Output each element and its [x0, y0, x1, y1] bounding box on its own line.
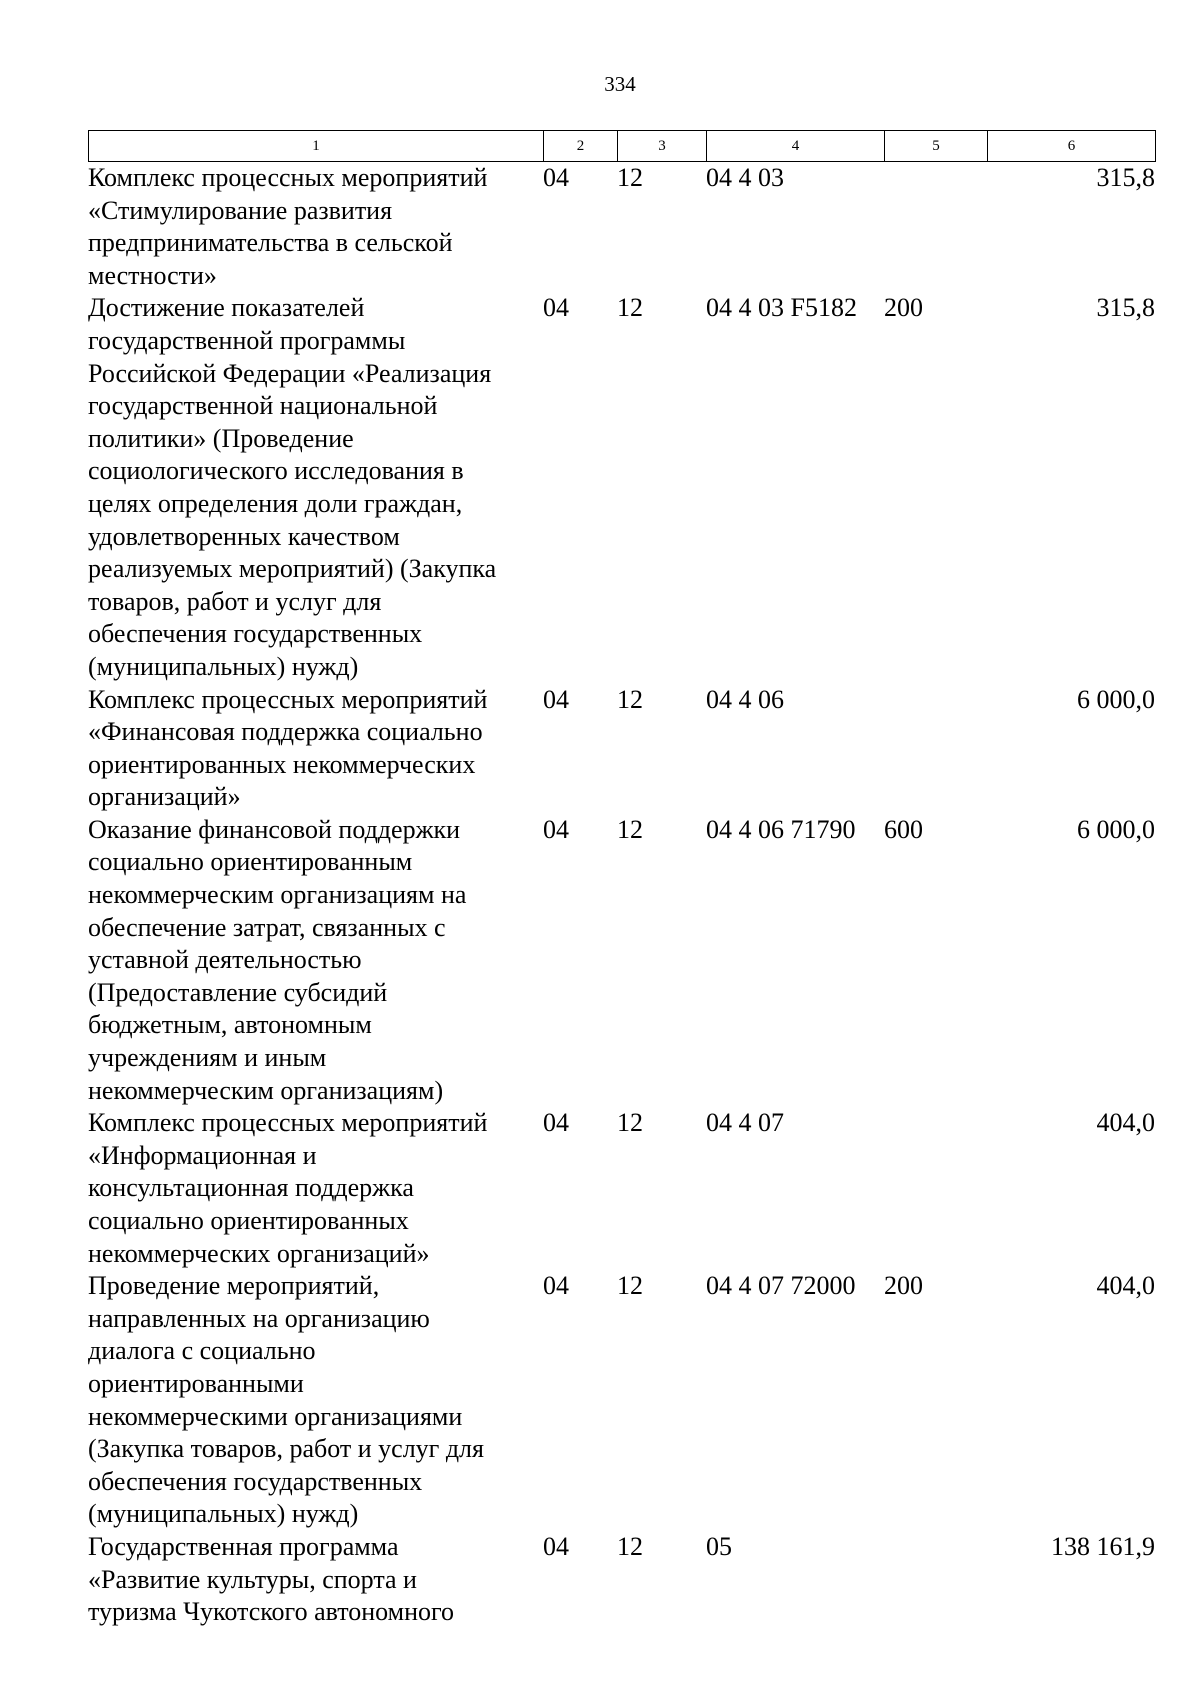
section-code-cell: 04	[543, 1271, 569, 1301]
table-row	[88, 1531, 1155, 1629]
row-name-line: обеспечения государственных	[88, 619, 423, 649]
row-name-line: туризма Чукотского автономного	[88, 1597, 455, 1627]
subsection-code-cell: 12	[617, 814, 643, 844]
budget-table	[88, 162, 1155, 1629]
row-name-cell	[88, 1270, 543, 1531]
section-code-cell: 04	[543, 163, 569, 192]
row-name-line: уставной деятельностью	[88, 945, 362, 975]
row-name-line: политики» (Проведение	[88, 423, 354, 453]
row-name-line: целях определения доли граждан,	[88, 488, 463, 518]
amount-cell: 315,8	[1096, 163, 1155, 192]
column-header-2: 2	[544, 131, 618, 162]
amount-cell: 404,0	[1096, 1271, 1155, 1301]
row-name-cell	[88, 1531, 543, 1629]
row-name-cell	[88, 814, 543, 1107]
table-body	[88, 162, 1155, 1629]
target-article-cell: 04 4 07	[706, 1108, 784, 1138]
subsection-code-cell: 12	[617, 684, 643, 714]
row-name-line: Государственная программа	[88, 1531, 399, 1561]
section-code-cell: 04	[543, 684, 569, 714]
amount-cell: 315,8	[1096, 293, 1155, 323]
expense-type-cell	[884, 162, 987, 292]
row-name-line: диалога с социально	[88, 1336, 316, 1366]
row-name-line: социально ориентированным	[88, 847, 413, 877]
row-name-line: учреждениям и иным	[88, 1043, 327, 1073]
row-name-line: ориентированными	[88, 1368, 304, 1398]
row-name-line: Оказание финансовой поддержки	[88, 814, 461, 844]
row-name-line: обеспечение затрат, связанных с	[88, 912, 446, 942]
row-name-line: организаций»	[88, 782, 241, 812]
subsection-code-cell: 12	[617, 163, 643, 192]
amount-cell: 6 000,0	[1077, 814, 1155, 844]
row-name-line: реализуемых мероприятий) (Закупка	[88, 554, 497, 584]
row-name-line: некоммерческими организациями	[88, 1401, 463, 1431]
table-row	[88, 292, 1155, 683]
column-header-5: 5	[885, 131, 988, 162]
row-name-line: некоммерческим организациям)	[88, 1075, 444, 1105]
row-name-line: (муниципальных) нужд)	[88, 1499, 359, 1529]
table-row	[88, 162, 1155, 292]
subsection-code-cell: 12	[617, 1531, 643, 1561]
amount-cell: 6 000,0	[1077, 684, 1155, 714]
section-code-cell: 04	[543, 1108, 569, 1138]
table-row	[88, 684, 1155, 814]
expense-type-cell: 200	[884, 293, 923, 323]
row-name-line: консультационная поддержка	[88, 1173, 414, 1203]
target-article-cell: 04 4 06 71790	[706, 814, 856, 844]
row-name-line: социально ориентированных	[88, 1206, 409, 1235]
row-name-line: товаров, работ и услуг для	[88, 586, 382, 616]
subsection-code-cell: 12	[617, 1108, 643, 1138]
row-name-line: удовлетворенных качеством	[88, 521, 400, 551]
row-name-line: государственной национальной	[88, 391, 438, 421]
target-article-cell: 04 4 07 72000	[706, 1271, 856, 1301]
row-name-line: (муниципальных) нужд)	[88, 651, 359, 681]
table-row	[88, 814, 1155, 1107]
row-name-line: Комплекс процессных мероприятий	[88, 163, 488, 192]
row-name-line: бюджетным, автономным	[88, 1010, 372, 1040]
expense-type-cell	[884, 1107, 987, 1270]
column-header-6: 6	[988, 131, 1156, 162]
row-name-cell	[88, 1107, 543, 1270]
column-header-1: 1	[89, 131, 544, 162]
subsection-code-cell: 12	[617, 1271, 643, 1301]
expense-type-cell: 600	[884, 814, 923, 844]
row-name-line: (Предоставление субсидий	[88, 977, 388, 1007]
row-name-line: некоммерческих организаций»	[88, 1238, 430, 1268]
column-header-3: 3	[618, 131, 707, 162]
row-name-line: «Информационная и	[88, 1140, 317, 1170]
row-name-line: местности»	[88, 260, 217, 290]
page-number: 334	[604, 72, 636, 96]
row-name-line: социологического исследования в	[88, 456, 464, 486]
expense-type-cell	[884, 684, 987, 814]
row-name-line: предпринимательства в сельской	[88, 228, 453, 258]
table-row	[88, 1107, 1155, 1270]
subsection-code-cell: 12	[617, 293, 643, 323]
section-code-cell: 04	[543, 293, 569, 323]
section-code-cell: 04	[543, 814, 569, 844]
row-name-line: «Развитие культуры, спорта и	[88, 1564, 417, 1594]
row-name-cell	[88, 684, 543, 814]
row-name-line: некоммерческим организациям на	[88, 880, 467, 910]
target-article-cell: 05	[706, 1531, 732, 1561]
table-row	[88, 1270, 1155, 1531]
row-name-line: Комплекс процессных мероприятий	[88, 684, 488, 714]
row-name-line: «Финансовая поддержка социально	[88, 717, 483, 747]
section-code-cell: 04	[543, 1531, 569, 1561]
row-name-cell	[88, 162, 543, 292]
target-article-cell: 04 4 06	[706, 684, 784, 714]
amount-cell: 138 161,9	[1051, 1531, 1155, 1561]
expense-type-cell	[884, 1531, 987, 1629]
row-name-line: Достижение показателей	[88, 293, 365, 323]
expense-type-cell: 200	[884, 1271, 923, 1301]
row-name-line: Проведение мероприятий,	[88, 1271, 380, 1301]
amount-cell: 404,0	[1096, 1108, 1155, 1138]
target-article-cell: 04 4 03 F5182	[706, 293, 857, 323]
target-article-cell: 04 4 03	[706, 163, 784, 192]
row-name-line: «Стимулирование развития	[88, 195, 393, 225]
row-name-line: направленных на организацию	[88, 1303, 430, 1333]
row-name-line: обеспечения государственных	[88, 1466, 423, 1496]
row-name-line: Комплекс процессных мероприятий	[88, 1108, 488, 1138]
row-name-line: государственной программы	[88, 325, 406, 355]
row-name-line: (Закупка товаров, работ и услуг для	[88, 1434, 484, 1464]
header-row	[89, 131, 1156, 162]
table-header	[88, 130, 1156, 162]
column-header-4: 4	[707, 131, 885, 162]
row-name-cell	[88, 292, 543, 683]
row-name-line: Российской Федерации «Реализация	[88, 358, 492, 388]
row-name-line: ориентированных некоммерческих	[88, 749, 476, 779]
